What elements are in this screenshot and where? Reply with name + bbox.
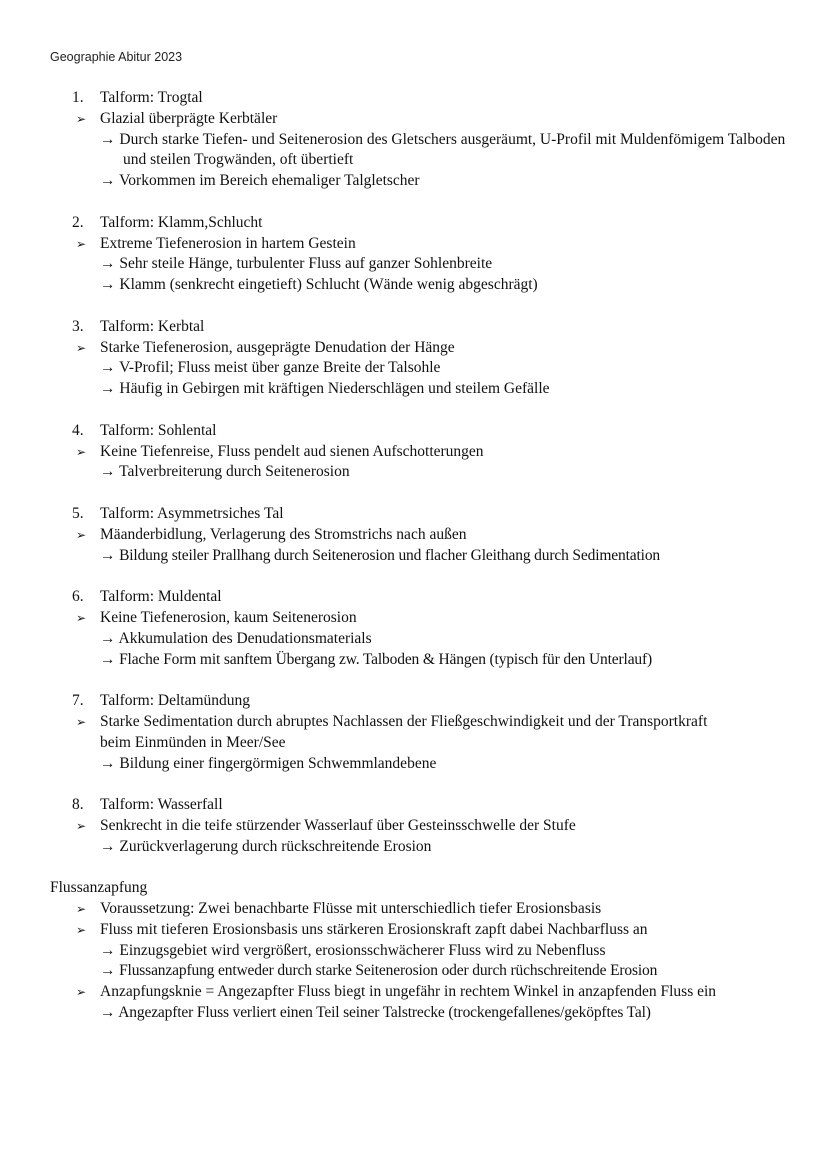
section-title: [0, 587, 828, 608]
arrowhead-bullet-icon: ➢: [76, 444, 87, 459]
section-title-text: Talform: Trogtal: [100, 89, 203, 106]
section-wasserfall: [0, 795, 828, 857]
section-title: [0, 691, 828, 712]
arrowhead-bullet-icon: ➢: [76, 985, 87, 1000]
section-number: 1.: [72, 89, 84, 106]
section-asymmetrisches-tal: [0, 504, 828, 566]
bullet-item: [0, 234, 828, 255]
arrowhead-bullet-icon: ➢: [76, 818, 87, 833]
sub-points: [0, 941, 828, 983]
bullet-item: [0, 525, 828, 546]
section-number: 7.: [72, 692, 84, 710]
section-trogtal: [0, 88, 828, 192]
sub-points: [0, 130, 828, 192]
section-title: [0, 504, 828, 525]
section-title-text: Talform: Wasserfall: [100, 796, 223, 814]
arrow-point: → Klamm (senkrecht eingetieft) Schlucht (Wände wenig abgeschrägt): [100, 276, 538, 294]
document-header: Geographie Abitur 2023: [50, 50, 183, 64]
bullet-item: [0, 608, 828, 629]
arrow-point: → Bildung steiler Prallhang durch Seitenerosion und flacher Gleithang durch Sedimentation: [100, 546, 661, 564]
section-muldental: [0, 587, 828, 670]
sub-points: [0, 837, 828, 858]
bullet-item: [0, 442, 828, 463]
bullet-item: [0, 109, 828, 130]
section-title-text: Talform: Kerbtal: [100, 317, 205, 335]
arrow-point: → Flussanzapfung entweder durch starke Seitenerosion oder durch rüchschreitende Erosion: [100, 962, 658, 980]
section-number: 5.: [72, 504, 84, 522]
bullet-text: Voraussetzung: Zwei benachbarte Flüsse mit unterschiedlich tiefer Erosionsbasis: [100, 900, 602, 918]
sub-points: [0, 546, 828, 567]
bullet-item: [0, 712, 828, 754]
section-number: 4.: [72, 421, 84, 439]
bullet-text: Extreme Tiefenerosion in hartem Gestein: [100, 234, 356, 252]
arrow-point: → Vorkommen im Bereich ehemaliger Talgletscher: [100, 172, 420, 190]
bullet-item: [0, 899, 828, 920]
bullet-text: Mäanderbidlung, Verlagerung des Stromstrichs nach außen: [100, 525, 467, 543]
section-title: [0, 795, 828, 816]
arrow-point: → Sehr steile Hänge, turbulenter Fluss auf ganzer Sohlenbreite: [100, 255, 493, 273]
arrow-point: → Durch starke Tiefen- und Seitenerosion des Gletschers ausgeräumt, U-Profil mit Muldenfömigem Talboden und steilen Trogwänden, oft übertieft: [100, 130, 786, 169]
section-title-text: Talform: Klamm,Schlucht: [100, 213, 263, 231]
sub-points: [0, 254, 828, 296]
bullet-item: [0, 816, 828, 837]
section-title: [0, 421, 828, 442]
arrow-point: → Flache Form mit sanftem Übergang zw. Talboden & Hängen (typisch für den Unterlauf): [100, 650, 653, 668]
document-body: [0, 88, 828, 1045]
sub-points: [0, 629, 828, 671]
section-number: 6.: [72, 588, 84, 606]
sub-points: [0, 754, 828, 775]
bullet-text: Starke Sedimentation durch abruptes Nachlassen der Fließgeschwindigkeit und der Transportkraft beim Einmünden in Meer/See: [100, 712, 708, 751]
arrow-point: → Akkumulation des Denudationsmaterials: [100, 629, 372, 647]
section-title: [0, 88, 828, 109]
section-title: [0, 317, 828, 338]
bullet-item: [0, 338, 828, 359]
section-number: 2.: [72, 213, 84, 231]
sub-points: [0, 462, 828, 483]
section-heading: Flussanzapfung: [50, 879, 148, 897]
section-title-text: Talform: Deltamündung: [100, 692, 251, 710]
arrow-point: → Zurückverlagerung durch rückschreitende Erosion: [100, 837, 432, 855]
bullet-item: [0, 920, 828, 941]
section-sohlental: [0, 421, 828, 483]
arrowhead-bullet-icon: ➢: [76, 111, 87, 126]
bullet-text: Senkrecht in die teife stürzender Wasserlauf über Gesteinsschwelle der Stufe: [100, 816, 576, 834]
bullet-item: [0, 982, 828, 1003]
section-title-text: Talform: Muldental: [100, 588, 222, 606]
arrowhead-bullet-icon: ➢: [76, 922, 87, 937]
bullet-text: Glazial überprägte Kerbtäler: [100, 109, 278, 127]
arrowhead-bullet-icon: ➢: [76, 714, 87, 729]
bullet-text: Anzapfungsknie = Angezapfter Fluss biegt in ungefähr in rechtem Winkel in anzapfenden Fluss ein: [100, 983, 717, 1001]
section-title-text: Talform: Sohlental: [100, 421, 217, 439]
arrow-point: → Häufig in Gebirgen mit kräftigen Niederschlägen und steilem Gefälle: [100, 380, 550, 398]
section-number: 3.: [72, 317, 84, 335]
section-title-text: Talform: Asymmetrsiches Tal: [100, 504, 284, 522]
arrowhead-bullet-icon: ➢: [76, 236, 87, 251]
bullet-text: Keine Tiefenerosion, kaum Seitenerosion: [100, 608, 357, 626]
section-flussanzapfung: [0, 878, 828, 1024]
section-number: 8.: [72, 796, 84, 814]
sub-points: [0, 1003, 828, 1024]
arrowhead-bullet-icon: ➢: [76, 340, 87, 355]
section-klamm-schlucht: [0, 213, 828, 296]
arrow-point: → Einzugsgebiet wird vergrößert, erosionsschwächerer Fluss wird zu Nebenfluss: [100, 941, 606, 959]
arrow-point: → V-Profil; Fluss meist über ganze Breite der Talsohle: [100, 359, 441, 377]
arrowhead-bullet-icon: ➢: [76, 610, 87, 625]
arrow-point: → Angezapfter Fluss verliert einen Teil seiner Talstrecke (trockengefallenes/geköpftes Tal): [100, 1004, 651, 1022]
bullet-text: Starke Tiefenerosion, ausgeprägte Denudation der Hänge: [100, 338, 455, 356]
section-deltamuendung: [0, 691, 828, 774]
section-title: [0, 213, 828, 234]
sub-points: [0, 358, 828, 400]
section-kerbtal: [0, 317, 828, 400]
arrowhead-bullet-icon: ➢: [76, 527, 87, 542]
bullet-text: Fluss mit tieferen Erosionsbasis uns stärkeren Erosionskraft zapft dabei Nachbarfluss an: [100, 920, 648, 938]
arrowhead-bullet-icon: ➢: [76, 902, 87, 917]
arrow-point: → Bildung einer fingergörmigen Schwemmlandebene: [100, 754, 437, 772]
arrow-point: → Talverbreiterung durch Seitenerosion: [100, 463, 350, 481]
bullet-text: Keine Tiefenreise, Fluss pendelt aud sienen Aufschotterungen: [100, 442, 484, 460]
